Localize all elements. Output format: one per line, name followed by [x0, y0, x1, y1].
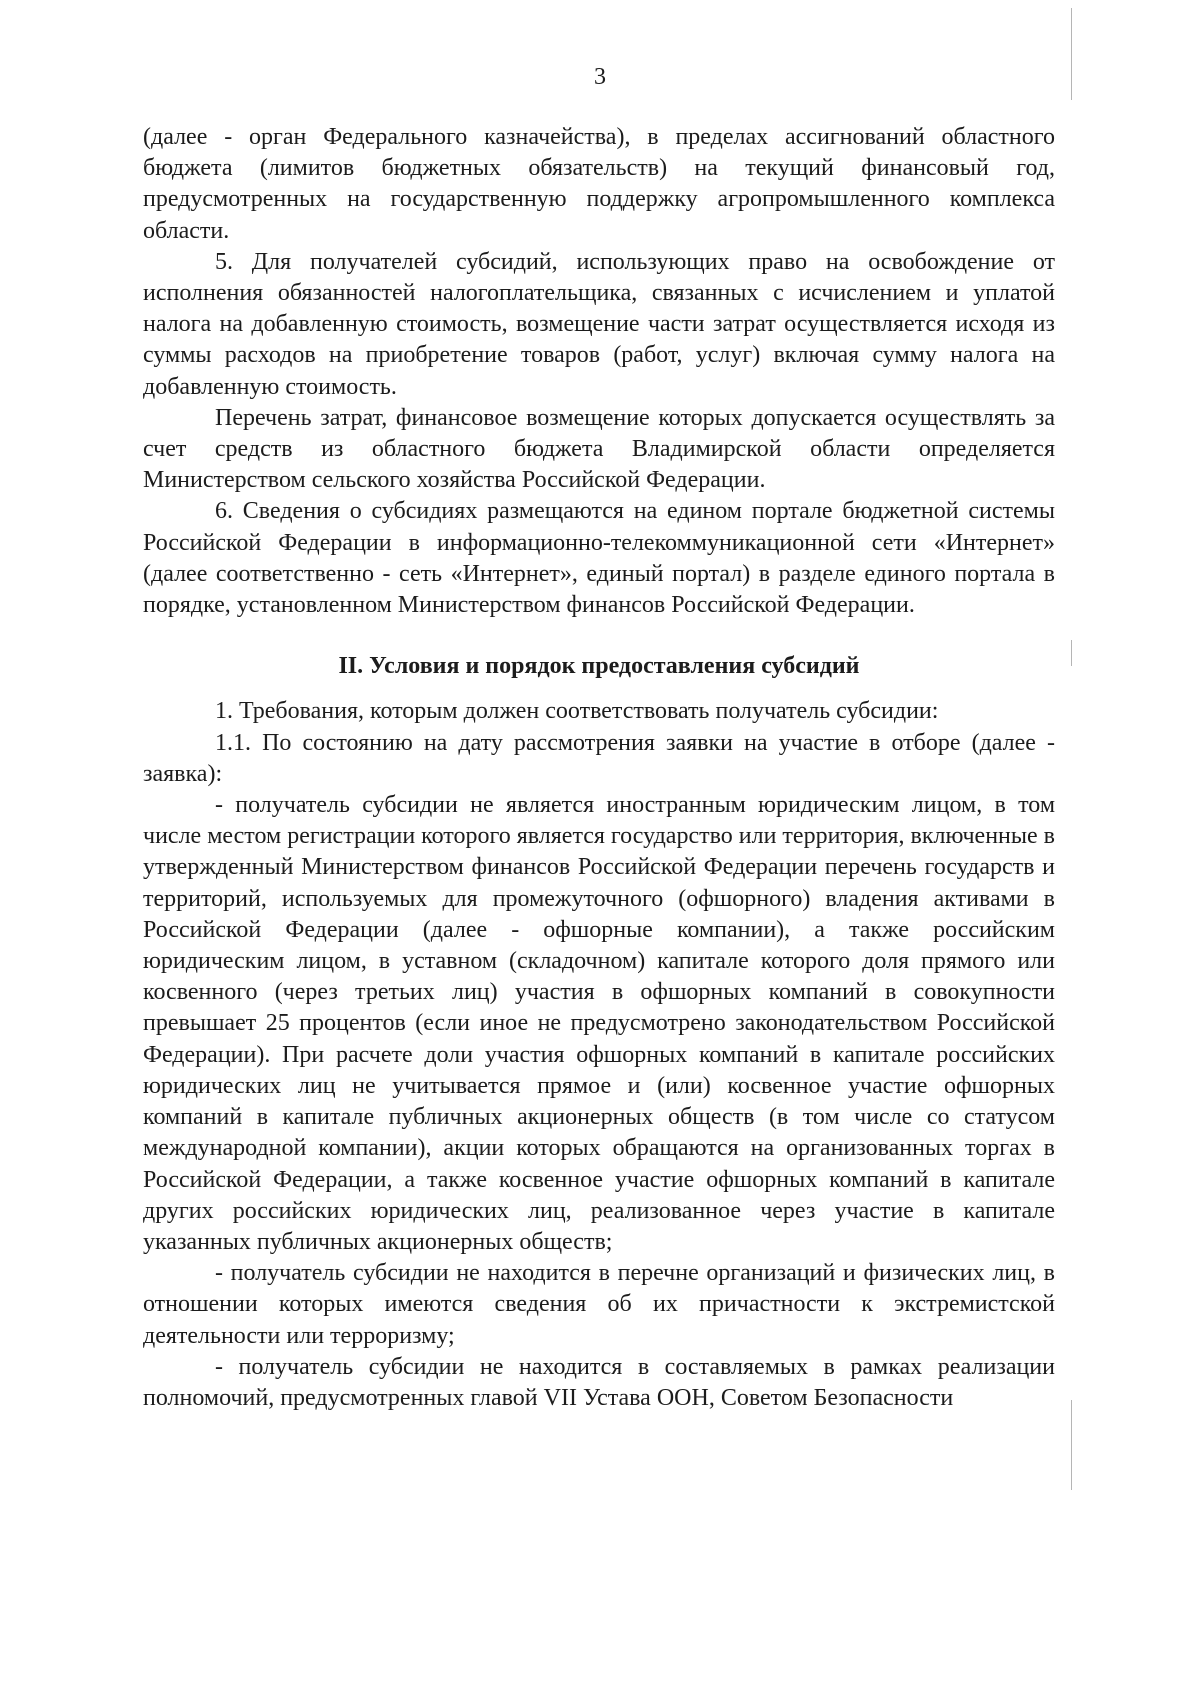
paragraph-un-sanctions: - получатель субсидии не находится в составляемых в рамках реализации полномочий, предусмотренных главой VII Устава ООН, Советом Безопасности — [143, 1353, 1055, 1411]
document-body — [143, 122, 1055, 1414]
paragraph-offshore: - получатель субсидии не является иностранным юридическим лицом, в том числе местом регистрации которого является государство или территория, включенные в утвержденный Министерством финансов Российской Федерации перечень государств и территорий, используемых для промежуточного (офшорного) владения активами в Российской Федерации (далее - офшорные компании), а также российским юридическим лицом, в уставном (складочном) капитале которого доля прямого или косвенного (через третьих лиц) участия в офшорных компаний в совокупности превышает 25 процентов (если иное не предусмотрено законодательством Российской Федерации). При расчете доли участия офшорных компаний в капитале российских юридических лиц не учитывается прямое и (или) косвенное участие офшорных компаний в капитале публичных акционерных обществ (в том числе со статусом международной компании), акции которых обращаются на организованных торгах в Российской Федерации, а также косвенное участие офшорных компаний в капитале других российских юридических лиц, реализованное через участие в капитале указанных публичных акционерных обществ; — [143, 792, 1055, 1255]
page-number: 3 — [594, 64, 606, 90]
scan-margin-mark — [1071, 640, 1072, 666]
paragraph-item-1-1: 1.1. По состоянию на дату рассмотрения заявки на участие в отборе (далее - заявка): — [143, 729, 1055, 787]
paragraph-extremism: - получатель субсидии не находится в перечне организаций и физических лиц, в отношении которых имеются сведения об их причастности к экстремистской деятельности или терроризму; — [143, 1260, 1055, 1349]
paragraph-requirements: 1. Требования, которым должен соответствовать получатель субсидии: — [215, 698, 939, 725]
section-heading: II. Условия и порядок предоставления субсидий — [338, 653, 860, 680]
paragraph-continuation: (далее - орган Федерального казначейства), в пределах ассигнований областного бюджета (лимитов бюджетных обязательств) на текущий финансовый год, предусмотренных на государственную поддержку агропромышленного комплекса области. — [143, 124, 1055, 244]
paragraph-item-5: 5. Для получателей субсидий, использующих право на освобождение от исполнения обязанностей налогоплательщика, связанных с исчислением и уплатой налога на добавленную стоимость, возмещение части затрат осуществляется исходя из суммы расходов на приобретение товаров (работ, услуг) включая сумму налога на добавленную стоимость. — [143, 248, 1055, 400]
paragraph-item-6: 6. Сведения о субсидиях размещаются на едином портале бюджетной системы Российской Федерации в информационно-телекоммуникационной сети «Интернет» (далее соответственно - сеть «Интернет», единый портал) в разделе единого портала в порядке, установленном Министерством финансов Российской Федерации. — [143, 498, 1055, 619]
scan-margin-mark — [1071, 1400, 1072, 1490]
paragraph-cost-list: Перечень затрат, финансовое возмещение которых допускается осуществлять за счет средств из областного бюджета Владимирской области определяется Министерством сельского хозяйства Российской Федерации. — [143, 404, 1055, 494]
scan-margin-mark — [1071, 8, 1072, 100]
